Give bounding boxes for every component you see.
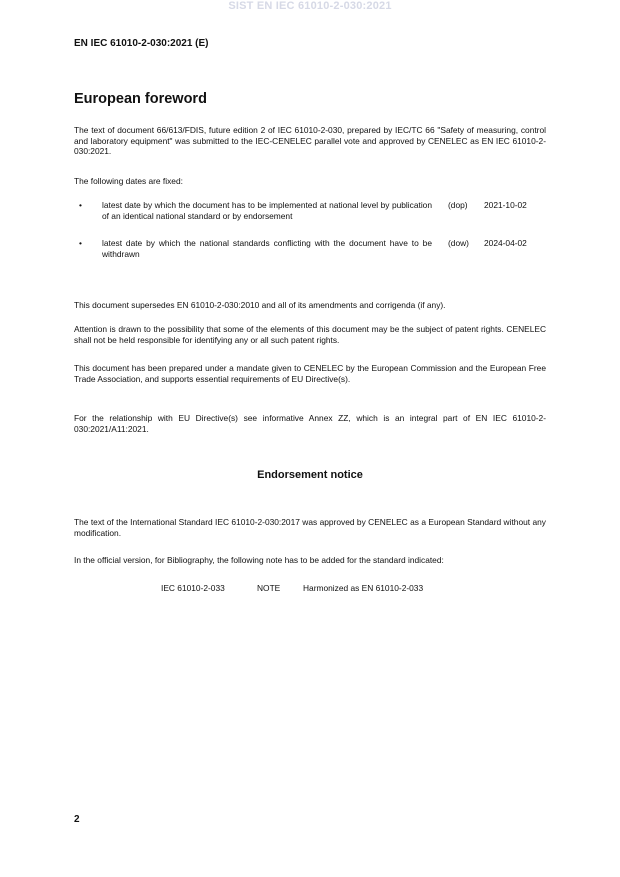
document-id: EN IEC 61010-2-030:2021 (E) xyxy=(74,38,209,49)
date-item-date: 2021-10-02 xyxy=(484,200,527,210)
foreword-paragraph-1: The text of document 66/613/FDIS, future edition 2 of IEC 61010-2-030, prepared by IEC/TC 66 "Safety of measuring, control and laboratory equipment" was submitted to the IEC-CENELEC parallel vote and approved by CENELEC as EN IEC 61010-2-030:2021. xyxy=(74,125,546,157)
supersedes-paragraph: This document supersedes EN 61010-2-030:2010 and all of its amendments and corrigenda (if any). xyxy=(74,300,446,310)
date-item-text: latest date by which the national standards conflicting with the document have to be withdrawn xyxy=(102,238,432,259)
endorsement-paragraph-1: The text of the International Standard IEC 61010-2-030:2017 was approved by CENELEC as a European Standard without any modification. xyxy=(74,517,546,538)
date-item-text: latest date by which the document has to be implemented at national level by publication of an identical national standard or by endorsement xyxy=(102,200,432,221)
endorsement-heading: Endorsement notice xyxy=(257,469,363,481)
patent-paragraph: Attention is drawn to the possibility that some of the elements of this document may be the subject of patent rights. CENELEC shall not be held responsible for identifying any or all such patent rights. xyxy=(74,324,546,345)
dates-intro: The following dates are fixed: xyxy=(74,176,183,186)
mandate-paragraph: This document has been prepared under a mandate given to CENELEC by the European Commission and the European Free Trade Association, and supports essential requirements of EU Directive(s). xyxy=(74,363,546,384)
date-item-code: (dow) xyxy=(448,238,469,248)
page-number: 2 xyxy=(74,814,80,825)
date-item-code: (dop) xyxy=(448,200,468,210)
date-item-date: 2024-04-02 xyxy=(484,238,527,248)
foreword-heading: European foreword xyxy=(74,91,207,107)
note-standard: IEC 61010-2-033 xyxy=(161,583,225,593)
bullet-icon: • xyxy=(79,200,82,210)
note-label: NOTE xyxy=(257,583,281,593)
relationship-paragraph: For the relationship with EU Directive(s) see informative Annex ZZ, which is an integral part of EN IEC 61010-2-030:2021/A11:2021. xyxy=(74,413,546,434)
bullet-icon: • xyxy=(79,238,82,248)
watermark-text: SIST EN IEC 61010-2-030:2021 xyxy=(228,0,392,12)
endorsement-paragraph-2: In the official version, for Bibliography, the following note has to be added for the standard indicated: xyxy=(74,555,444,565)
note-text: Harmonized as EN 61010-2-033 xyxy=(303,583,424,593)
